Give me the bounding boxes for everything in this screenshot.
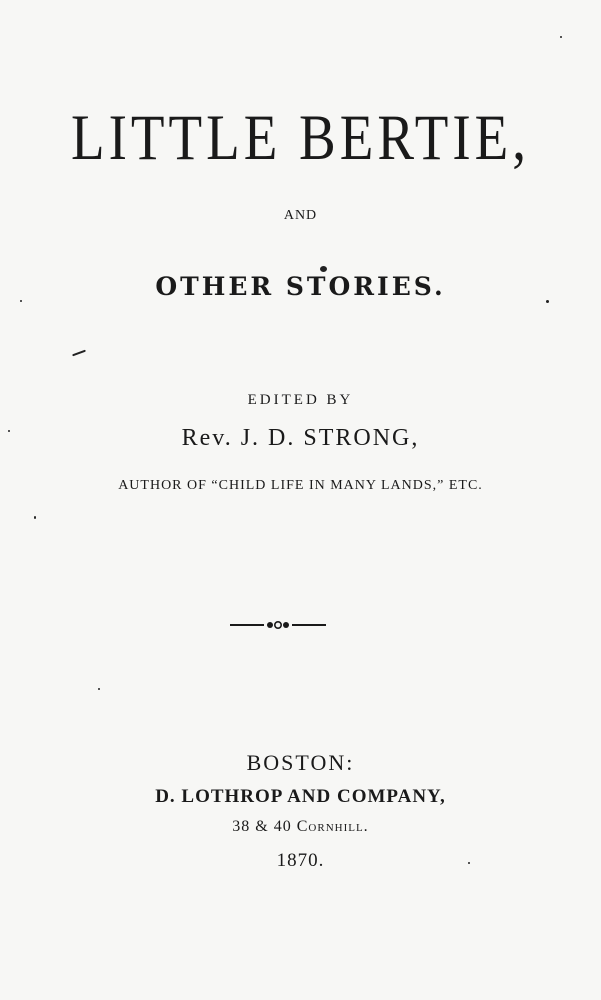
edited-by-label: EDITED BY: [247, 392, 354, 408]
imprint-city: BOSTON:: [246, 750, 355, 775]
scan-speck: [72, 350, 86, 357]
editor-name: Rev. J. D. STRONG,: [181, 425, 420, 451]
scan-speck: [320, 266, 327, 272]
author-note: AUTHOR OF “CHILD LIFE IN MANY LANDS,” ETC.: [118, 478, 483, 493]
book-subtitle: OTHER STORIES.: [155, 272, 446, 301]
imprint-publisher: D. LOTHROP AND COMPANY,: [155, 786, 446, 807]
imprint-address: 38 & 40 Cornhill.: [232, 818, 369, 835]
title-conjunction: AND: [283, 208, 318, 223]
scan-speck: [34, 516, 36, 519]
scan-speck: [546, 300, 549, 303]
book-title: LITTLE BERTIE,: [71, 101, 530, 174]
imprint-year: 1870.: [276, 850, 325, 871]
scan-speck: [98, 688, 100, 690]
scan-speck: [468, 862, 470, 864]
scan-speck: [8, 430, 10, 432]
scan-speck: [560, 36, 562, 38]
divider-ornament-icon: [228, 618, 328, 632]
scan-speck: [20, 300, 22, 302]
